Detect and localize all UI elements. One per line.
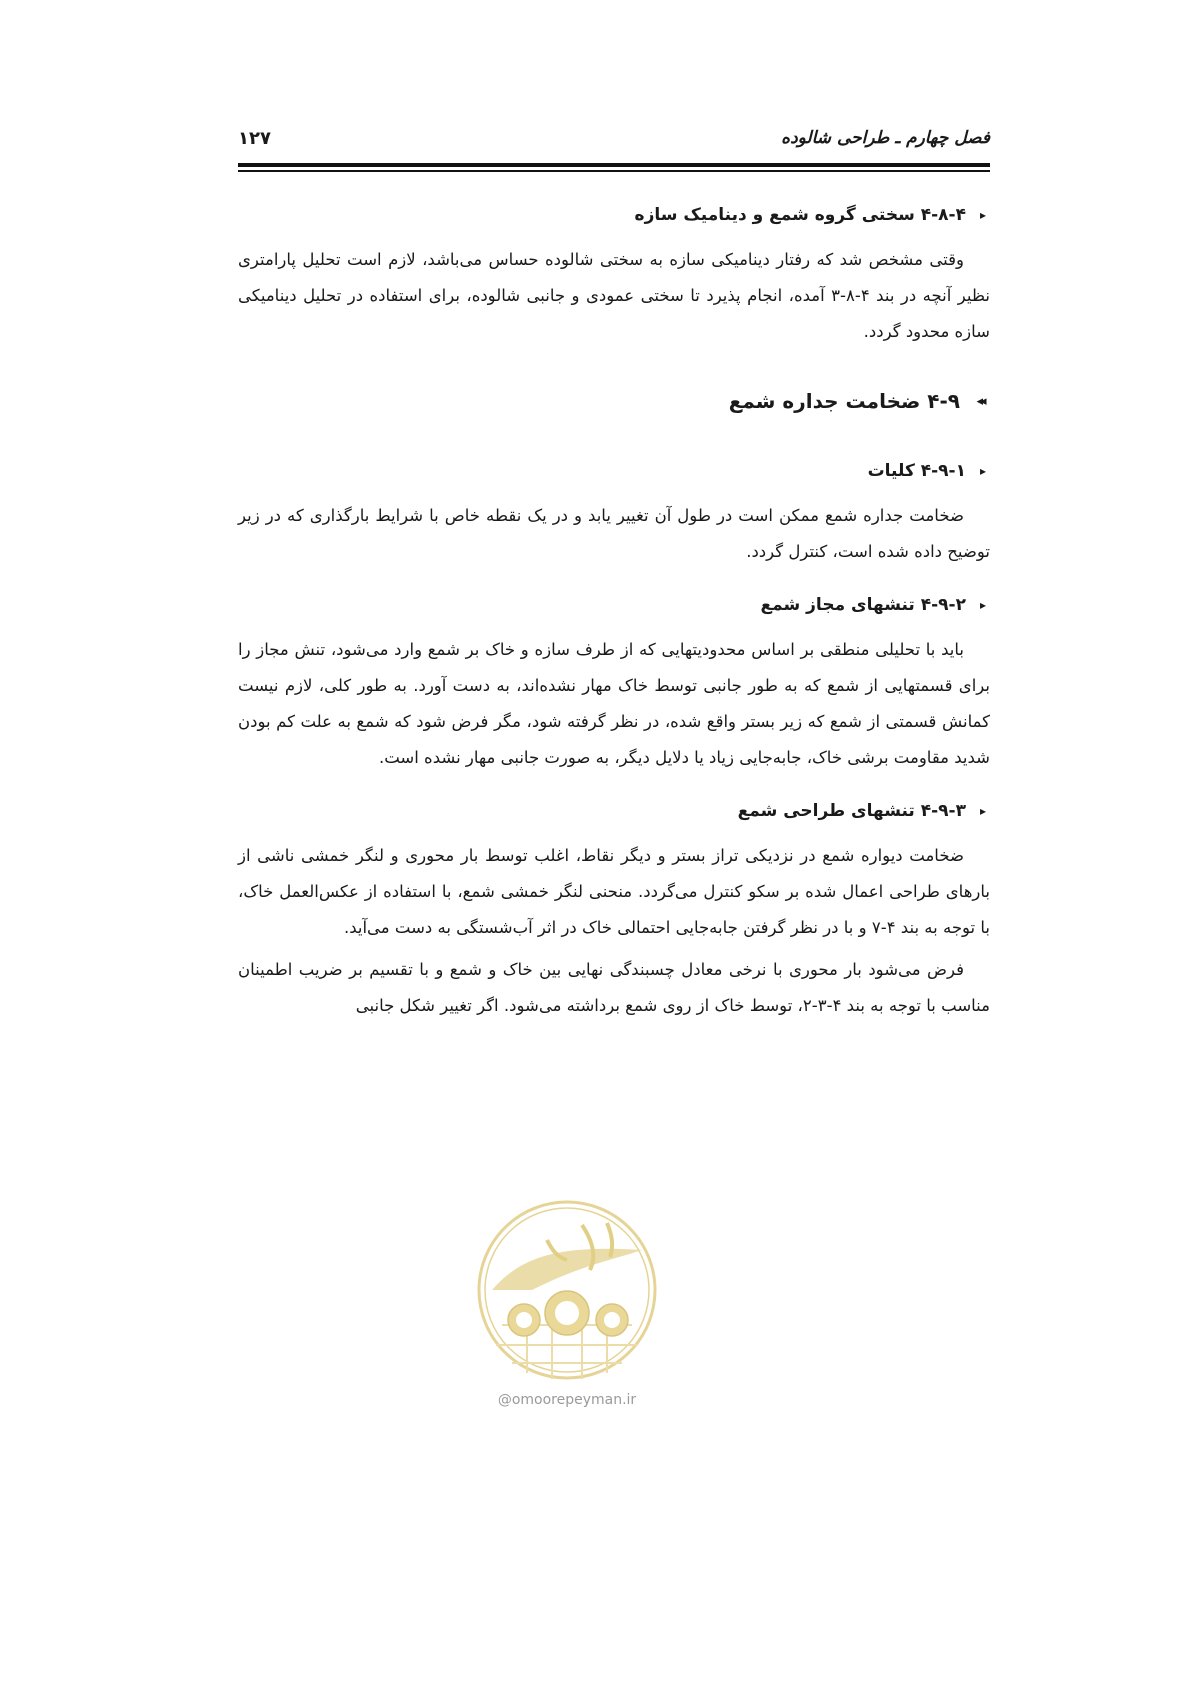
section-heading-4-8-4 — [238, 202, 990, 228]
section-bullet-icon: ▸ — [979, 464, 987, 478]
page-header — [238, 128, 990, 158]
section-bullet-icon: ▸ — [979, 208, 987, 222]
page-number: ۱۲۷ — [238, 128, 271, 149]
section-bullet-icon: ▸ — [979, 804, 987, 818]
section-title: ۴-۸-۴ سختی گروه شمع و دینامیک سازه — [634, 205, 966, 225]
watermark-logo — [472, 1195, 662, 1385]
section-title: ۴-۹-۲ تنشهای مجاز شمع — [760, 595, 966, 615]
paragraph: فرض می‌شود بار محوری با نرخی معادل چسبندگی نهایی بین خاک و شمع و با تقسیم بر ضریب اطمینان مناسب با توجه به بند ۴-۳-۲، توسط خاک از روی شمع برداشته می‌شود. اگر تغییر شکل جانبی — [238, 960, 990, 1015]
section-heading-4-9-2 — [238, 592, 990, 618]
header-rule-thin — [238, 170, 990, 172]
section-bullet-icon: ▸ — [979, 598, 987, 612]
page-content — [238, 202, 990, 1024]
chapter-title: فصل چهارم ـ طراحی شالوده — [781, 128, 990, 148]
section-title: ۴-۹ ضخامت جداره شمع — [728, 389, 960, 413]
header-rule-thick — [238, 163, 990, 167]
section-heading-4-9-3 — [238, 798, 990, 824]
section-heading-4-9 — [238, 386, 990, 416]
paragraph: وقتی مشخص شد که رفتار دینامیکی سازه به سختی شالوده حساس می‌باشد، لازم است تحلیل پارامتری نظیر آنچه در بند ۴-۸-۳ آمده، انجام پذیرد تا سختی عمودی و جانبی شالوده، برای استفاده در تحلیل دینامیکی سازه محدود گردد. — [238, 250, 990, 341]
paragraph: ضخامت جداره شمع ممکن است در طول آن تغییر یابد و در یک نقطه خاص با شرایط بارگذاری که در زیر توضیح داده شده است، کنترل گردد. — [238, 506, 990, 561]
watermark-url: @omoorepeyman.ir — [497, 1392, 637, 1408]
paragraph: باید با تحلیلی منطقی بر اساس محدودیتهایی که از طرف سازه و خاک بر شمع وارد می‌شود، تنش مجاز را برای قسمتهایی از شمع که به طور جانبی توسط خاک مهار نشده‌اند، به دست آورد. به طور کلی، لازم نیست کمانش قسمتی از شمع که زیر بستر واقع شده، در نظر گرفته شود، مگر فرض شود که شمع به علت کم بودن شدید مقاومت برشی خاک، جابه‌جایی زیاد یا دلایل دیگر، به صورت جانبی مهار نشده است. — [238, 640, 990, 767]
section-title: ۴-۹-۳ تنشهای طراحی شمع — [737, 801, 966, 821]
paragraph: ضخامت دیواره شمع در نزدیکی تراز بستر و دیگر نقاط، اغلب توسط بار محوری و لنگر خمشی ناشی از بارهای طراحی اعمال شده بر سکو کنترل می‌گردد. منحنی لنگر خمشی شمع، با استفاده از عکس‌العمل خاک، با توجه به بند ۴-۷ و با در نظر گرفتن جابه‌جایی احتمالی خاک در اثر آب‌شستگی به دست می‌آید. — [238, 846, 990, 937]
section-heading-4-9-1 — [238, 458, 990, 484]
section-title: ۴-۹-۱ کلیات — [867, 461, 966, 481]
chapter-bullet-icon: ◂◂ — [976, 393, 984, 409]
